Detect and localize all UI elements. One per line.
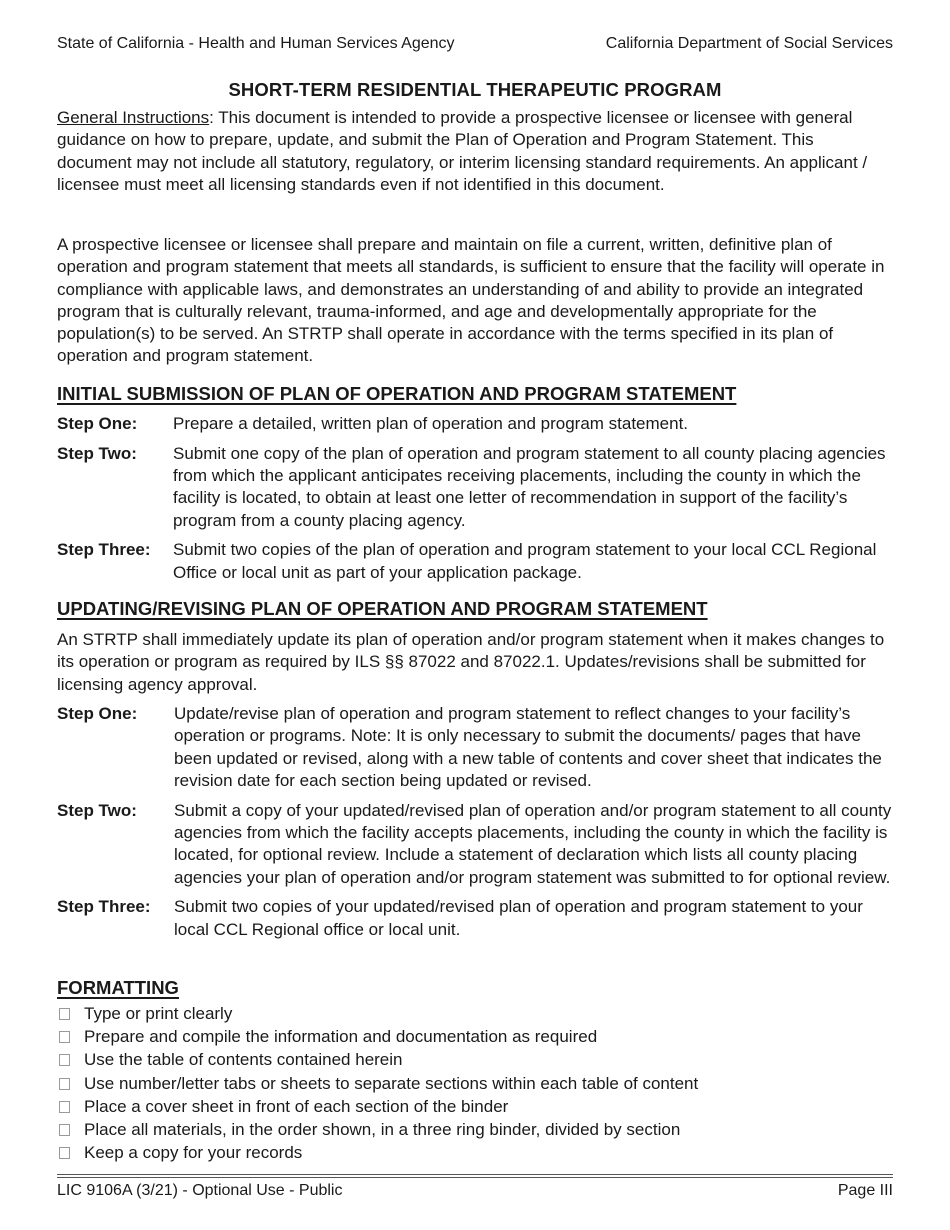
updating-heading: UPDATING/REVISING PLAN OF OPERATION AND PROGRAM STATEMENT (57, 598, 708, 619)
checkbox[interactable] (59, 1078, 70, 1090)
step-text: Prepare a detailed, written plan of operation and program statement. (173, 414, 689, 433)
header-agency: State of California - Health and Human Services Agency (57, 35, 455, 52)
step-row (57, 413, 897, 435)
step-text: Submit two copies of the plan of operation and program statement to your local CCL Regional Office or local unit as part of your application package. (173, 540, 877, 582)
step-row (57, 443, 897, 532)
initial-submission-heading: INITIAL SUBMISSION OF PLAN OF OPERATION AND PROGRAM STATEMENT (57, 383, 737, 404)
step-text: Submit one copy of the plan of operation and program statement to all county placing agencies from which the applicant anticipates receiving placements, including the county in which the facility is located, to obtain at least one letter of recommendation in support of the facility’s program from a county placing agency. (173, 443, 886, 530)
initial-submission-steps (57, 413, 897, 592)
checklist-item-label: Place a cover sheet in front of each section of the binder (84, 1096, 509, 1116)
formatting-heading: FORMATTING (57, 977, 179, 998)
checkbox[interactable] (59, 1101, 70, 1113)
checklist-item-label: Use number/letter tabs or sheets to separate sections within each table of content (84, 1073, 699, 1093)
page-number: Page III (837, 1182, 893, 1199)
checkbox[interactable] (59, 1124, 70, 1136)
step-text: Update/revise plan of operation and program statement to reflect changes to your facility’s operation or programs. Note: It is only necessary to submit the documents/ pages that have been updated or revised, along with a new table of contents and cover sheet that indicates the revision date for each section being updated or revised. (174, 704, 882, 790)
formatting-checklist (57, 1002, 698, 1165)
step-label: Step Three: (57, 540, 151, 560)
step-row (57, 896, 897, 941)
step-label: Step Three: (57, 897, 151, 917)
checklist-item (57, 1025, 698, 1048)
step-label: Step One: (57, 414, 138, 433)
step-row (57, 539, 897, 584)
checklist-item (57, 1072, 698, 1095)
checkbox[interactable] (59, 1031, 70, 1043)
page-footer (57, 1181, 893, 1201)
general-instructions-paragraph (57, 107, 893, 196)
general-instructions-label: General Instructions (57, 108, 210, 127)
checkbox[interactable] (59, 1054, 70, 1066)
page-header (57, 34, 893, 54)
step-label: Step Two: (57, 800, 137, 820)
updating-steps (57, 703, 897, 948)
updating-intro-paragraph: An STRTP shall immediately update its plan of operation and/or program statement when it makes changes to its operation or program as required by ILS §§ 87022 and 87022.1. Updates/revisions shall be submitted for licensing agency approval. (57, 630, 885, 694)
checklist-item (57, 1002, 698, 1025)
step-label: Step Two: (57, 443, 137, 463)
footer-divider (57, 1174, 893, 1178)
checklist-item-label: Place all materials, in the order shown, in a three ring binder, divided by section (84, 1120, 681, 1140)
checkbox[interactable] (59, 1147, 70, 1159)
header-department: California Department of Social Services (605, 35, 893, 52)
checklist-item (57, 1142, 698, 1165)
checklist-item (57, 1118, 698, 1141)
checklist-item-label: Keep a copy for your records (84, 1143, 303, 1163)
checklist-item-label: Prepare and compile the information and documentation as required (84, 1026, 598, 1046)
general-instructions-text: : This document is intended to provide a prospective licensee or licensee with general guidance on how to prepare, update, and submit the Plan of Operation and Program Statement. This document may not include all statutory, regulatory, or interim licensing standard requirements. An applicant / licensee must meet all licensing standards even if not identified in this document. (57, 108, 868, 194)
checklist-item-label: Use the table of contents contained herein (84, 1050, 403, 1070)
checklist-item-label: Type or print clearly (84, 1003, 233, 1023)
step-text: Submit two copies of your updated/revised plan of operation and program statement to your local CCL Regional office or local unit. (174, 897, 863, 939)
intro-paragraph: A prospective licensee or licensee shall prepare and maintain on file a current, written, definitive plan of operation and program statement that meets all standards, is sufficient to ensure that the facility will operate in compliance with applicable laws, and demonstrates an understanding of and ability to provide an integrated program that is culturally relevant, trauma-informed, and age and developmentally appropriate for the population(s) to be served. An STRTP shall operate in accordance with the terms specified in its plan of operation and program statement. (57, 235, 885, 366)
form-number: LIC 9106A (3/21) - Optional Use - Public (57, 1182, 343, 1199)
checkbox[interactable] (59, 1008, 70, 1020)
step-label: Step One: (57, 704, 138, 723)
checklist-item (57, 1095, 698, 1118)
step-row (57, 800, 897, 889)
checklist-item (57, 1049, 698, 1072)
document-title: SHORT-TERM RESIDENTIAL THERAPEUTIC PROGRAM (228, 79, 722, 100)
step-row (57, 703, 897, 792)
step-text: Submit a copy of your updated/revised plan of operation and/or program statement to all county agencies from which the facility accepts placements, including the county in which the facility is located, for optional review. Include a statement of declaration which lists all county placing agencies your plan of operation and/or program statement was submitted to for optional review. (174, 800, 892, 887)
